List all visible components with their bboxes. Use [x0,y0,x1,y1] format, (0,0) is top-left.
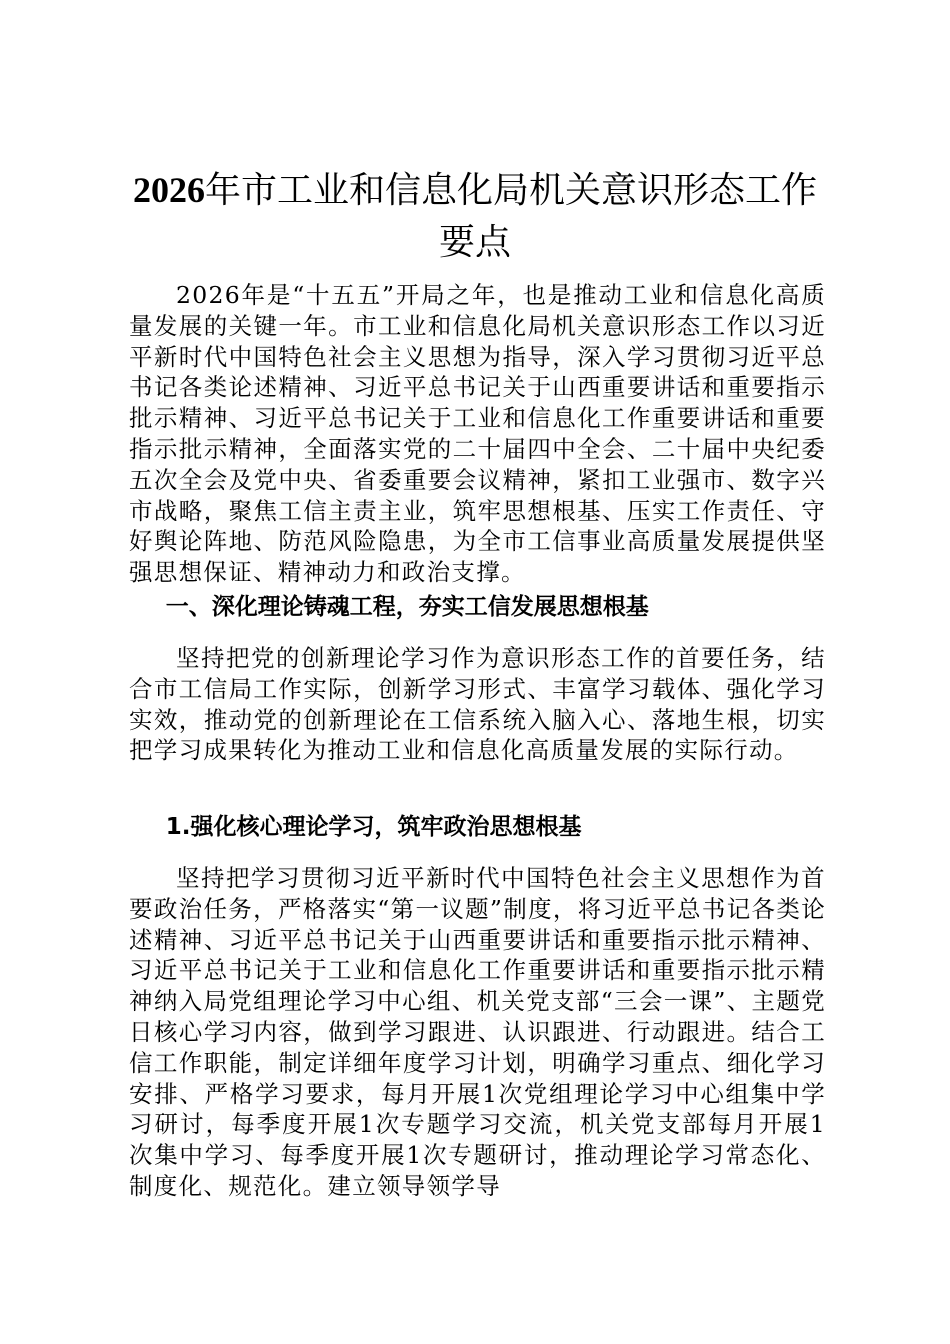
title-year: 2026 [132,170,205,210]
subsection-1-paragraph: 坚持把学习贯彻习近平新时代中国特色社会主义思想作为首要政治任务，严格落实“第一议题”制度，将习近平总书记各类论述精神、习近平总书记关于山西重要讲话和重要指示批示精神、习近平总书记关于工业和信息化工作重要讲话和重要指示批示精神纳入局党组理论学习中心组、机关党支部“三会一课”、主题党日核心学习内容，做到学习跟进、认识跟进、行动跟进。结合工信工作职能，制定详细年度学习计划，明确学习重点、细化学习安排、严格学习要求，每月开展1次党组理论学习中心组集中学习研讨，每季度开展1次专题学习交流，机关党支部每月开展1次集中学习、每季度开展1次专题研讨，推动理论学习常态化、制度化、规范化。建立领导领学导 [129,864,826,1200]
subsection-1-heading: 1.强化核心理论学习，筑牢政治思想根基 [165,814,582,840]
intro-paragraph: 2026年是“十五五”开局之年，也是推动工业和信息化高质量发展的关键一年。市工业和信息化局机关意识形态工作以习近平新时代中国特色社会主义思想为指导，深入学习贯彻习近平总书记各类论述精神、习近平总书记关于山西重要讲话和重要指示批示精神、习近平总书记关于工业和信息化工作重要讲话和重要指示批示精神，全面落实党的二十届四中全会、二十届中央纪委五次全会及党中央、省委重要会议精神，紧扣工业强市、数字兴市战略，聚焦工信主责主业，筑牢思想根基、压实工作责任、守好舆论阵地、防范风险隐患，为全市工信事业高质量发展提供坚强思想保证、精神动力和政治支撑。 [129,281,826,587]
document-title [120,164,830,269]
section-1-paragraph: 坚持把党的创新理论学习作为意识形态工作的首要任务，结合市工信局工作实际，创新学习形式、丰富学习载体、强化学习实效，推动党的创新理论在工信系统入脑入心、落地生根，切实把学习成果转化为推动工业和信息化高质量发展的实际行动。 [129,644,826,765]
section-1-heading: 一、深化理论铸魂工程，夯实工信发展思想根基 [165,594,649,620]
title-text: 年市工业和信息化局机关意识形态工作要点 [204,170,817,263]
